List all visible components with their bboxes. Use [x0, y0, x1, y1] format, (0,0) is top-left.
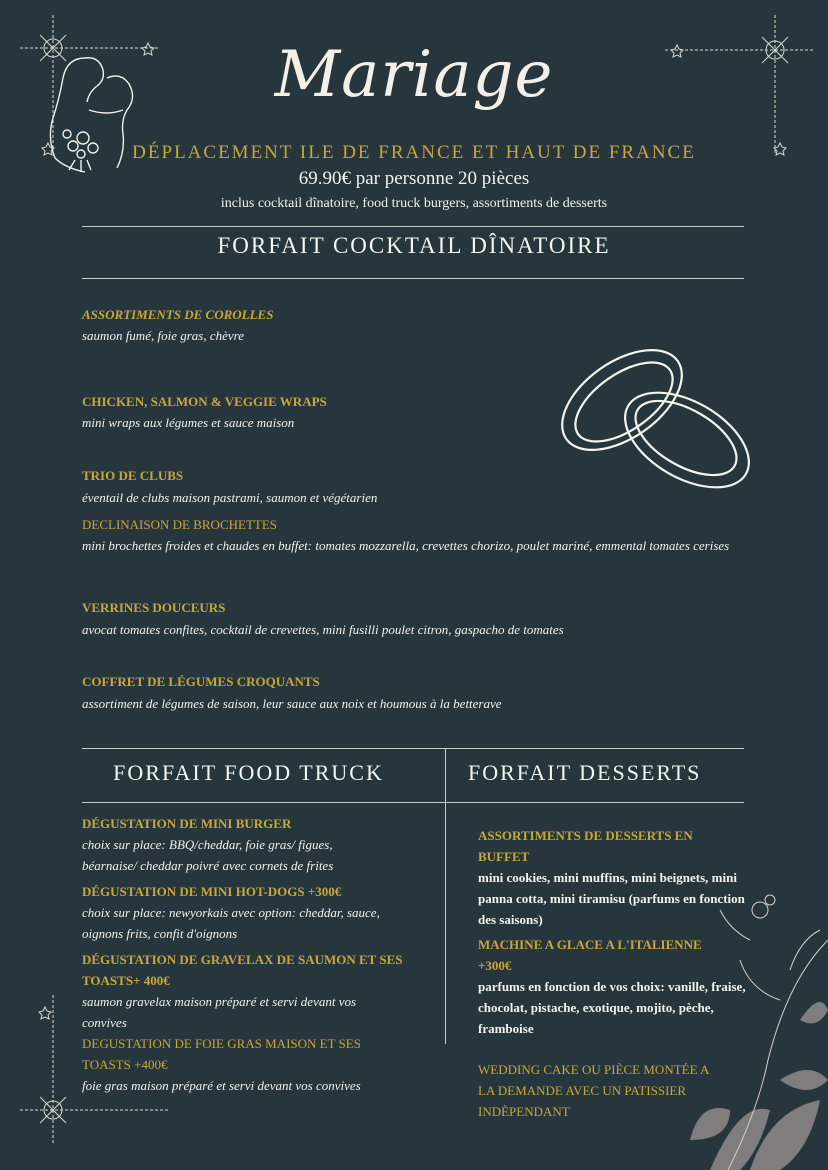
menu-item-title: DÉGUSTATION DE MINI BURGER — [82, 816, 292, 831]
menu-item-description: éventail de clubs maison pastrami, saumon et végétarien — [82, 490, 378, 505]
page-title: Mariage — [274, 38, 554, 112]
section-heading-desserts: FORFAIT DESSERTS — [468, 760, 702, 785]
menu-item-title: WEDDING CAKE OU PIÈCE MONTÉE A LA DEMANDE AVEC UN PATISSIER INDÈPENDANT — [478, 1062, 709, 1119]
menu-item-description: avocat tomates confites, cocktail de crevettes, mini fusilli poulet citron, gaspacho de tomates — [82, 622, 564, 637]
divider — [82, 748, 744, 749]
section-heading-foodtruck: FORFAIT FOOD TRUCK — [113, 760, 384, 785]
menu-item-description: mini cookies, mini muffins, mini beignets, mini panna cotta, mini tiramisu (parfums en fonction des saisons) — [478, 870, 745, 927]
section-heading-cocktail: FORFAIT COCKTAIL DÎNATOIRE — [217, 233, 611, 258]
divider — [82, 278, 744, 279]
menu-item-title: ASSORTIMENTS DE COROLLES — [82, 307, 274, 322]
menu-item-description: foie gras maison préparé et servi devant vos convives — [82, 1078, 361, 1093]
menu-item-title: MACHINE A GLACE A L'ITALIENNE +300€ — [478, 937, 702, 973]
menu-item-title: TRIO DE CLUBS — [82, 468, 184, 483]
menu-item-title: DÉGUSTATION DE MINI HOT-DOGS +300€ — [82, 884, 342, 899]
menu-item-title: DEGUSTATION DE FOIE GRAS MAISON ET SES TOASTS +400€ — [82, 1036, 361, 1072]
menu-item-title: ASSORTIMENTS DE DESSERTS EN BUFFET — [478, 828, 693, 864]
wedding-rings-icon — [552, 330, 762, 500]
menu-item-title: COFFRET DE LÉGUMES CROQUANTS — [82, 674, 320, 689]
menu-item-title: DECLINAISON DE BROCHETTES — [82, 517, 277, 532]
menu-item-description: parfums en fonction de vos choix: vanille, fraise, chocolat, pistache, exotique, mojito, pèche, framboise — [478, 979, 746, 1036]
menu-item-description: mini wraps aux légumes et sauce maison — [82, 415, 295, 430]
menu-item-title: VERRINES DOUCEURS — [82, 600, 226, 615]
divider — [82, 802, 744, 803]
menu-item-description: assortiment de légumes de saison, leur sauce aux noix et houmous à la betterave — [82, 696, 502, 711]
menu-item-description: mini brochettes froides et chaudes en buffet: tomates mozzarella, crevettes chorizo, poulet mariné, emmental tomates cerises — [82, 538, 730, 553]
menu-item-description: saumon gravelax maison préparé et servi devant vos convives — [82, 994, 357, 1030]
divider — [82, 226, 744, 227]
menu-item-description: saumon fumé, foie gras, chèvre — [82, 328, 244, 343]
page-subtitle: DÉPLACEMENT ILE DE FRANCE ET HAUT DE FRANCE — [132, 142, 696, 163]
menu-item-description: choix sur place: newyorkais avec option: cheddar, sauce, oignons frits, confit d'oignons — [82, 905, 380, 941]
menu-item-description: choix sur place: BBQ/cheddar, foie gras/ figues, béarnaise/ cheddar poivré avec cornets de frites — [82, 837, 334, 873]
menu-item-title: CHICKEN, SALMON & VEGGIE WRAPS — [82, 394, 327, 409]
floral-icon — [630, 880, 828, 1170]
price-line: 69.90€ par personne 20 pièces — [298, 168, 530, 189]
included-line: inclus cocktail dînatoire, food truck burgers, assortiments de desserts — [220, 196, 608, 211]
column-divider — [445, 748, 446, 1044]
menu-item-title: DÉGUSTATION DE GRAVELAX DE SAUMON ET SES TOASTS+ 400€ — [82, 952, 403, 988]
